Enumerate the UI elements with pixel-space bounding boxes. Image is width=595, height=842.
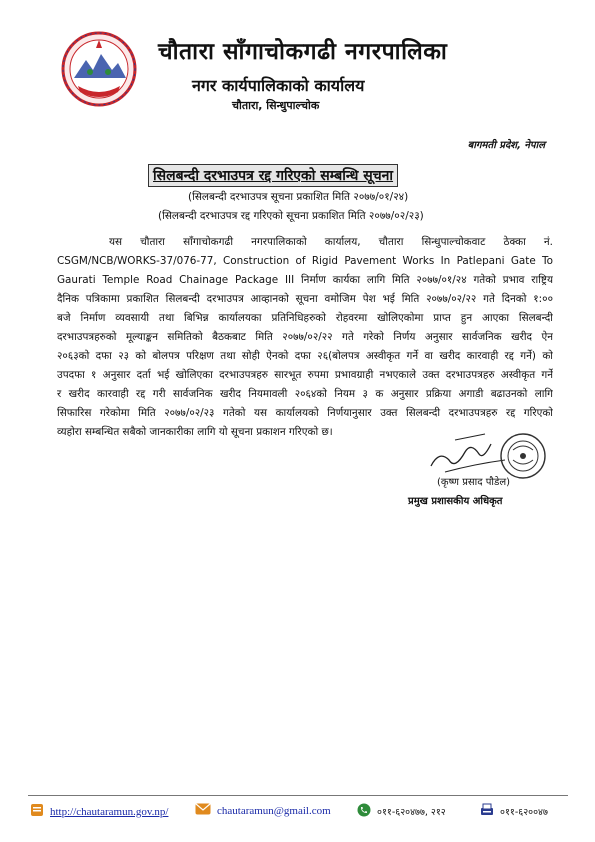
signer-name: (कृष्ण प्रसाद पौडेल) xyxy=(437,477,511,488)
phone-icon xyxy=(357,803,371,820)
notice-body-line: बजे निर्माण व्यवसायी तथा बिभिन्न कार्यालयका प्रतिनिधिहरुको रोहवरमा खोलिएकोमा प्राप्त हुन आएका सिलबन्दी xyxy=(57,312,553,324)
notice-body-line: CSGM/NCB/WORKS-37/076-77, Construction of Rigid Pavement Works In Patlepani Gate To xyxy=(57,255,553,267)
notice-body-line: दैनिक पत्रिकामा प्रकाशित सिलबन्दी दरभाउपत्र आव्हानको सूचना वमोजिम पेश भई मिति २०७७/०२/२२ गते दिनको १:०० xyxy=(57,293,553,305)
email-icon xyxy=(195,803,211,818)
notice-publish-date-2: (सिलबन्दी दरभाउपत्र रद्द गरिएको सूचना प्रकाशित मिति २०७७/०२/२३) xyxy=(158,210,424,222)
fax-number: ०११-६२००४७ xyxy=(500,807,548,818)
footer-fax xyxy=(480,803,548,820)
signer-designation: प्रमुख प्रशासकीय अधिकृत xyxy=(408,496,503,507)
office-address: चौतारा, सिन्धुपाल्चोक xyxy=(232,99,320,112)
phone-number: ०११-६२०४७७, २१२ xyxy=(377,807,446,818)
footer-divider xyxy=(28,795,568,796)
website-link[interactable]: http://chautaramun.gov.np/ xyxy=(50,805,169,818)
notice-body-line: सिफारिस गरेकोमा मिति २०७७/०२/२३ गतेको यस कार्यालयको निर्णयानुसार उक्त सिलबन्दी दरभाउपत्रहरु रद्द गरिएको xyxy=(57,407,553,419)
government-emblem xyxy=(60,30,138,108)
fax-icon xyxy=(480,803,494,820)
province-label: बागमती प्रदेश, नेपाल xyxy=(467,140,545,151)
notice-body-line: २०६३को दफा २३ को बोलपत्र परिक्षण तथा सोही ऐनको दफा २६(बोलपत्र अस्वीकृत गर्ने वा खरीद कारवाही रद्द गर्ने) को xyxy=(57,350,553,362)
notice-body-line: व्यहोरा सम्बन्धित सबैको जानकारीका लागि यो सूचना प्रकाशन गरिएको छ। xyxy=(57,426,333,438)
notice-body-line: उपदफा १ अनुसार दर्ता भई खोलिएका दरभाउपत्रहरु सारभूत रुपमा प्रभावग्राही नभएकाले उक्त दरभाउपत्रहरु अस्वीकृत गर्ने xyxy=(57,369,553,381)
office-subtitle: नगर कार्यपालिकाको कार्यालय xyxy=(192,76,365,95)
footer-phone xyxy=(357,803,446,820)
footer-website xyxy=(30,803,168,820)
footer-email xyxy=(195,803,331,818)
notice-body-line: Gaurati Temple Road Chainage Package III निर्माण कार्यका लागि मिति २०७७/०१/२४ गतेको प्रभाव राष्ट्रिय xyxy=(57,274,553,286)
notice-body-line: यस चौतारा साँगाचोकगढी नगरपालिकाको कार्यालय, चौतारा सिन्धुपाल्चोकवाट ठेक्का नं. xyxy=(109,236,553,248)
notice-body xyxy=(57,233,553,442)
notice-publish-date-1: (सिलबन्दी दरभाउपत्र सूचना प्रकाशित मिति २०७७/०१/२४) xyxy=(188,191,409,203)
office-name: चौतारा साँगाचोकगढी नगरपालिका xyxy=(158,39,448,65)
notice-body-line: र खरीद कारवाही रद्द गरी सार्वजनिक खरीद नियमावली २०६४को नियम ३ क अनुसार प्रक्रिया अगाडी बढाउनको लागि xyxy=(57,388,553,400)
notice-body-line: दरभाउपत्रहरुको मूल्याङ्कन समितिको बैठकबाट मिति २०७७/०२/२२ गते गरेको निर्णय अनुसार सार्वजनिक खरीद ऐन xyxy=(57,331,553,343)
email-link[interactable]: chautaramun@gmail.com xyxy=(217,804,331,817)
notice-title: सिलबन्दी दरभाउपत्र रद्द गरिएको सम्बन्धि सूचना xyxy=(148,164,398,187)
web-icon xyxy=(30,803,44,820)
